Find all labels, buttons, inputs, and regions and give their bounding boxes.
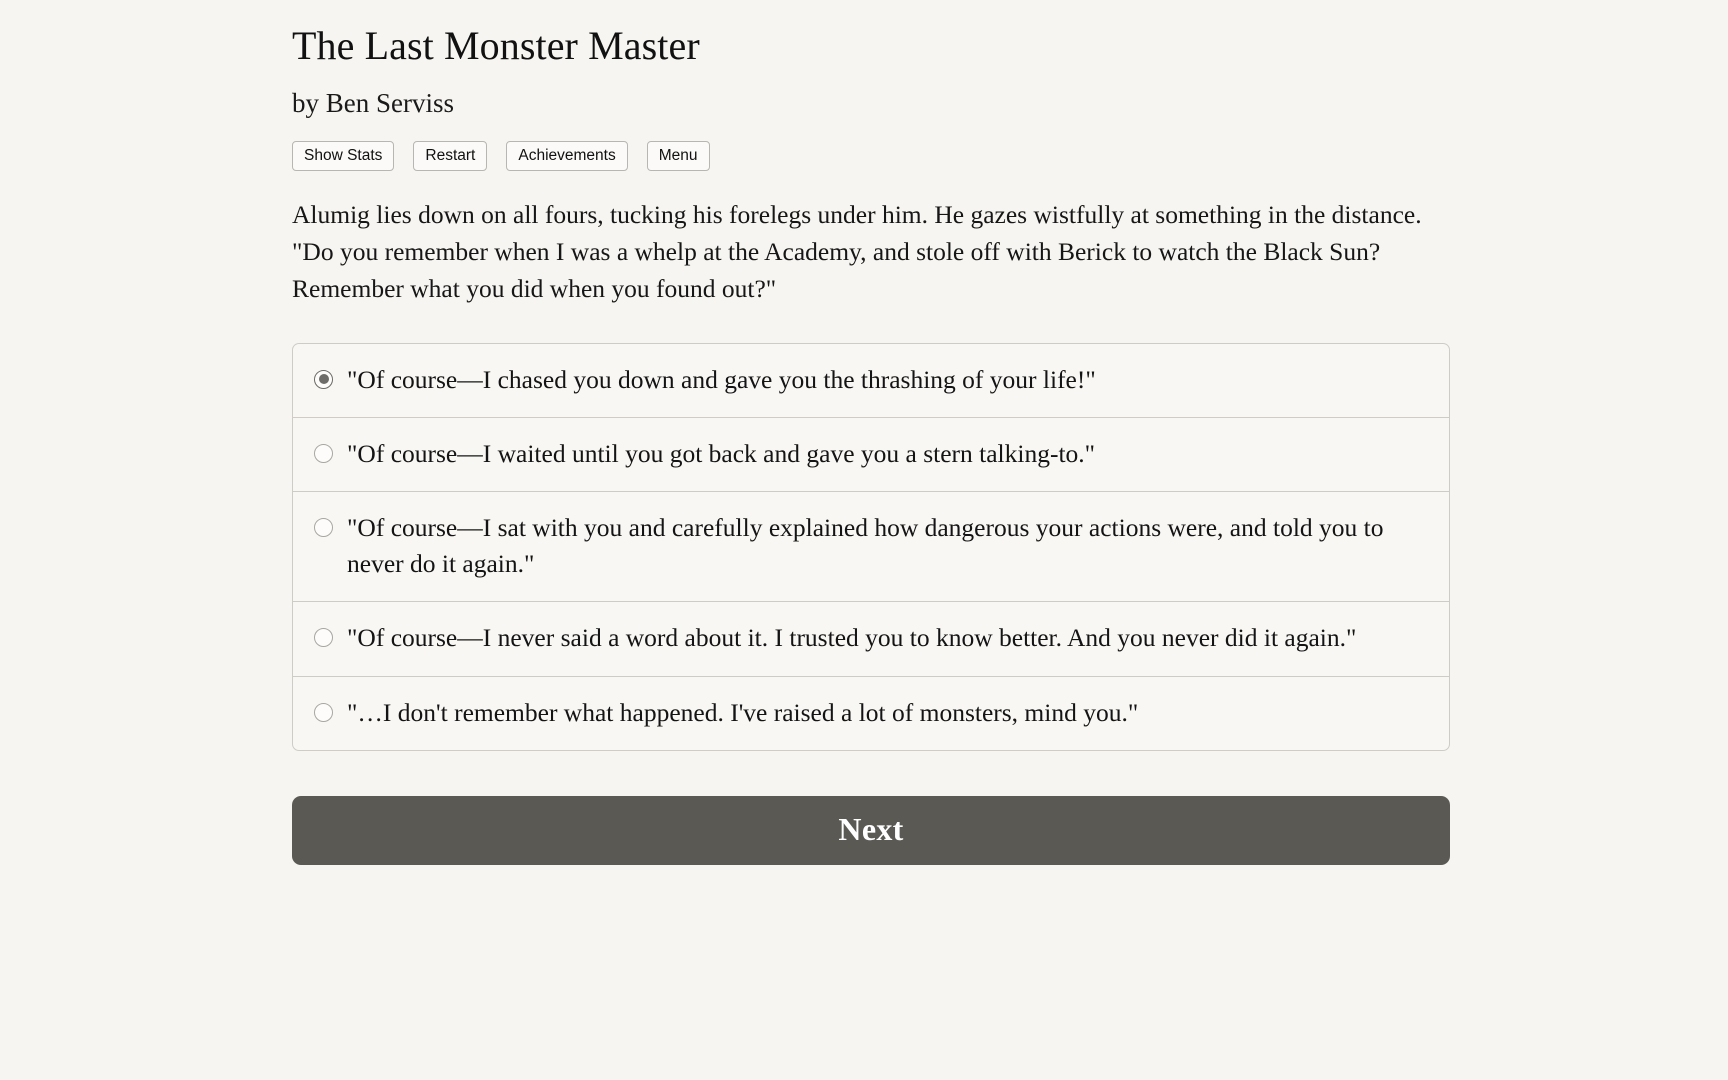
author-byline: by Ben Serviss [292, 88, 454, 118]
choice-label: "Of course—I sat with you and carefully explained how dangerous your actions were, and told you to never do it again." [347, 512, 1384, 579]
show-stats-button[interactable]: Show Stats [292, 141, 394, 171]
next-button[interactable]: Next [292, 796, 1450, 865]
list-item[interactable] [293, 677, 1449, 750]
list-item[interactable] [293, 344, 1449, 418]
game-toolbar [292, 141, 1452, 171]
story-paragraph: Alumig lies down on all fours, tucking his forelegs under him. He gazes wistfully at something in the distance. "Do you remember when I was a whelp at the Academy, and stole off with Berick to watch the Black Sun? Remember what you did when you found out?" [292, 200, 1422, 303]
radio-button-icon[interactable] [314, 518, 333, 537]
choice-label: "…I don't remember what happened. I've raised a lot of monsters, mind you." [347, 697, 1139, 727]
achievements-button[interactable]: Achievements [506, 141, 627, 171]
radio-button-icon[interactable] [314, 703, 333, 722]
choice-list [292, 343, 1450, 751]
list-item[interactable] [293, 602, 1449, 676]
list-item[interactable] [293, 418, 1449, 492]
radio-button-icon[interactable] [314, 370, 333, 389]
menu-button[interactable]: Menu [647, 141, 710, 171]
radio-button-icon[interactable] [314, 444, 333, 463]
radio-button-icon[interactable] [314, 628, 333, 647]
page-title: The Last Monster Master [292, 23, 700, 68]
choice-label: "Of course—I waited until you got back and gave you a stern talking-to." [347, 438, 1096, 468]
restart-button[interactable]: Restart [413, 141, 487, 171]
choice-label: "Of course—I chased you down and gave you the thrashing of your life!" [347, 364, 1096, 394]
game-content [292, 0, 1452, 865]
choice-label: "Of course—I never said a word about it. I trusted you to know better. And you never did it again." [347, 623, 1357, 653]
list-item[interactable] [293, 492, 1449, 602]
